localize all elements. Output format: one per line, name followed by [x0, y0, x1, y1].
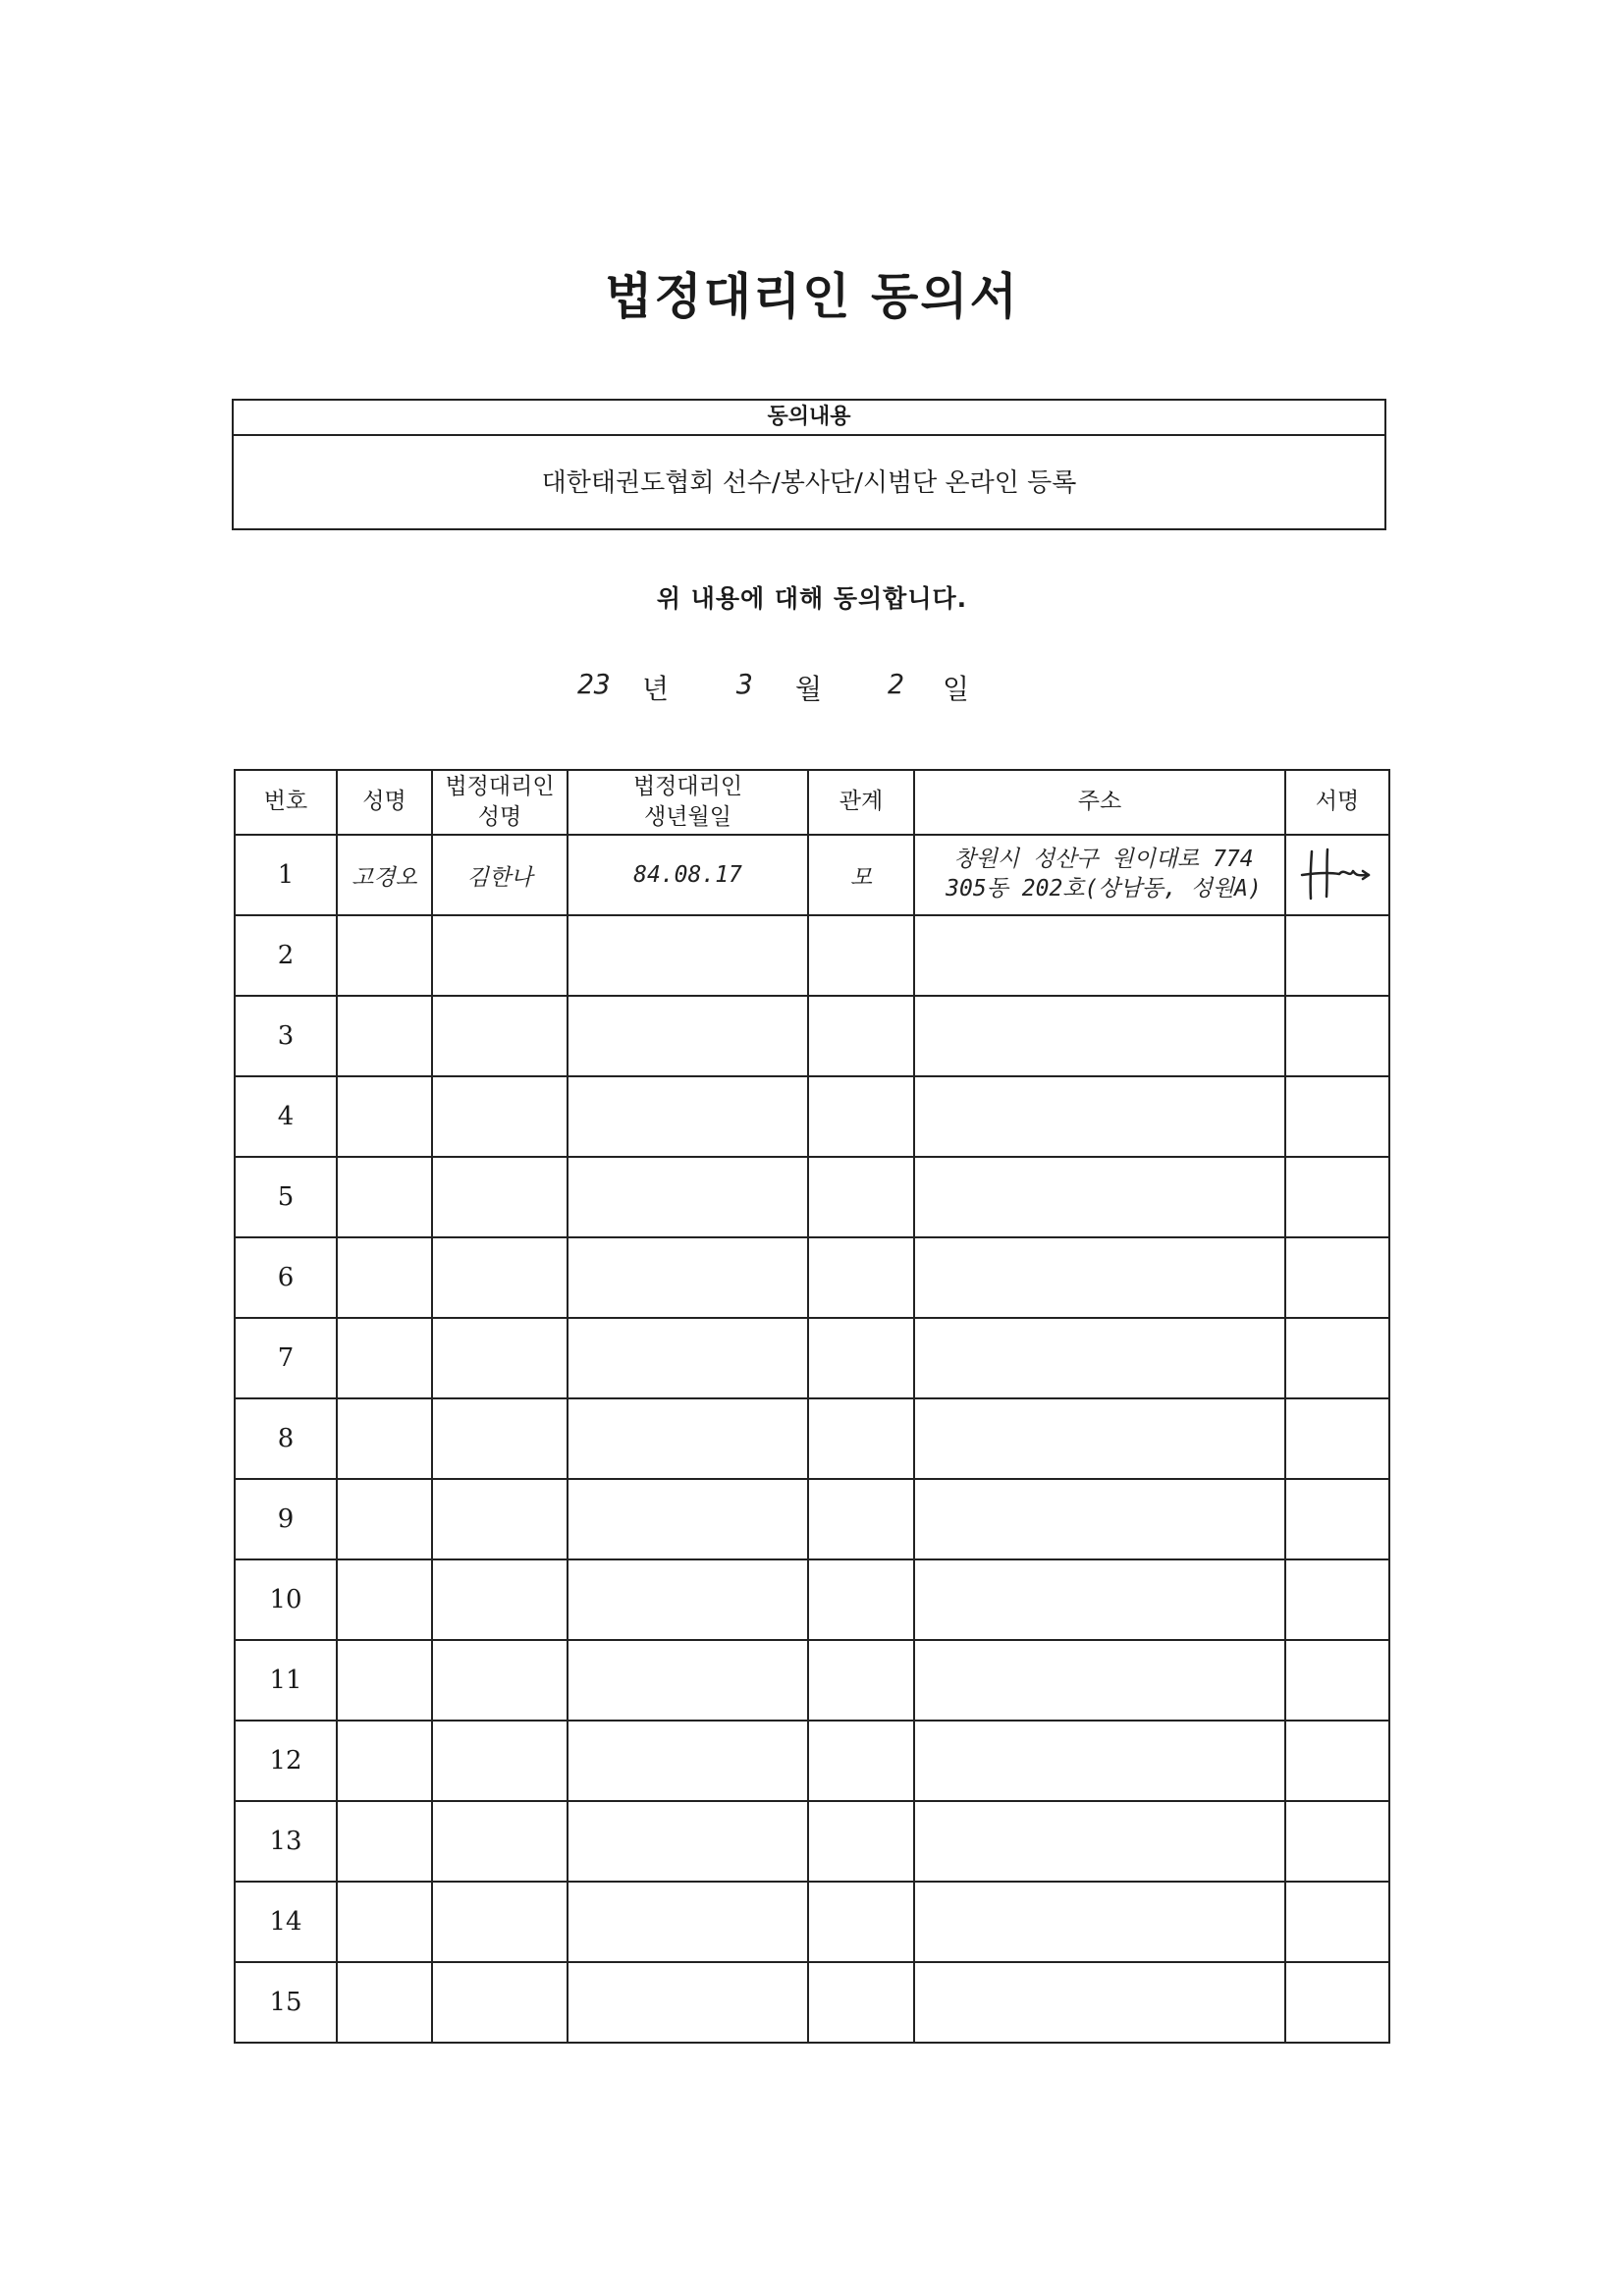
row-guardian-name [432, 1721, 568, 1801]
table-row [235, 1479, 1389, 1559]
row-number: 9 [235, 1479, 337, 1559]
row-address [914, 1721, 1285, 1801]
row-relation [808, 996, 914, 1076]
row-name [337, 1559, 432, 1640]
table-header-row [235, 770, 1389, 835]
header-number: 번호 [235, 770, 337, 835]
row-name [337, 1237, 432, 1318]
row-signature [1285, 1801, 1389, 1882]
row-guardian-name [432, 1801, 568, 1882]
date-day-value: 2 [888, 668, 904, 700]
row-relation [808, 1479, 914, 1559]
row-address [914, 1559, 1285, 1640]
row-number: 13 [235, 1801, 337, 1882]
row-relation [808, 1076, 914, 1157]
row-guardian-birth [568, 1559, 808, 1640]
table-row [235, 1157, 1389, 1237]
row-signature [1285, 996, 1389, 1076]
date-day-label: 일 [943, 673, 970, 705]
row-guardian-name [432, 1076, 568, 1157]
consent-header: 동의내용 [234, 401, 1384, 436]
row-signature [1285, 915, 1389, 996]
date-year-label: 년 [642, 673, 670, 705]
row-signature [1285, 1640, 1389, 1721]
row-guardian-name [432, 1479, 568, 1559]
row-address [914, 915, 1285, 996]
row-guardian-name [432, 915, 568, 996]
row-signature [1285, 1559, 1389, 1640]
row-relation [808, 1398, 914, 1479]
row-guardian-name [432, 1398, 568, 1479]
agreement-statement: 위 내용에 대해 동의합니다. [656, 584, 968, 613]
guardian-roster-table [234, 769, 1390, 2044]
row-guardian-name [432, 1237, 568, 1318]
row-guardian-name [432, 996, 568, 1076]
row-number: 4 [235, 1076, 337, 1157]
date-month-label: 월 [795, 673, 823, 705]
row-guardian-birth [568, 915, 808, 996]
row-guardian-name [432, 1157, 568, 1237]
row-address [914, 996, 1285, 1076]
row-guardian-name [432, 1318, 568, 1398]
header-guardian-name-line2: 성명 [477, 804, 522, 830]
document-title: 법정대리인 동의서 [605, 268, 1019, 325]
row-signature [1285, 1318, 1389, 1398]
row-number: 6 [235, 1237, 337, 1318]
row-relation: 모 [808, 835, 914, 915]
row-guardian-birth [568, 996, 808, 1076]
row-guardian-birth [568, 1801, 808, 1882]
row-number: 11 [235, 1640, 337, 1721]
row-number: 1 [235, 835, 337, 915]
header-guardian-birth-line1: 법정대리인 [632, 773, 743, 799]
row-name [337, 996, 432, 1076]
row-signature [1285, 1076, 1389, 1157]
table-row [235, 1721, 1389, 1801]
row-name [337, 1962, 432, 2043]
row-signature [1285, 835, 1389, 915]
table-row [235, 1318, 1389, 1398]
table-row [235, 1559, 1389, 1640]
row-guardian-birth: 84.08.17 [568, 835, 808, 915]
table-row [235, 1398, 1389, 1479]
row-number: 15 [235, 1962, 337, 2043]
row-guardian-birth [568, 1157, 808, 1237]
row-address-line1: 창원시 성산구 원이대로 774 [953, 847, 1254, 873]
header-name: 성명 [337, 770, 432, 835]
row-guardian-birth [568, 1882, 808, 1962]
row-guardian-birth [568, 1398, 808, 1479]
row-address [914, 835, 1285, 915]
date-year-value: 23 [577, 668, 611, 700]
consent-box [232, 399, 1386, 530]
row-number: 12 [235, 1721, 337, 1801]
row-name [337, 1157, 432, 1237]
row-relation [808, 1318, 914, 1398]
row-name [337, 1721, 432, 1801]
header-signature: 서명 [1285, 770, 1389, 835]
table-row [235, 1237, 1389, 1318]
header-guardian-birth [568, 770, 808, 835]
row-signature [1285, 1479, 1389, 1559]
row-guardian-name [432, 1559, 568, 1640]
row-signature [1285, 1962, 1389, 2043]
row-relation [808, 1882, 914, 1962]
row-address [914, 1962, 1285, 2043]
table-row [235, 1801, 1389, 1882]
row-number: 7 [235, 1318, 337, 1398]
row-relation [808, 1721, 914, 1801]
table-row [235, 835, 1389, 915]
row-address [914, 1882, 1285, 1962]
row-guardian-birth [568, 1076, 808, 1157]
row-signature [1285, 1157, 1389, 1237]
handwritten-signature-icon [1298, 846, 1377, 904]
row-guardian-birth [568, 1318, 808, 1398]
row-name [337, 1479, 432, 1559]
row-name [337, 915, 432, 996]
table-row [235, 1882, 1389, 1962]
header-guardian-name [432, 770, 568, 835]
row-number: 3 [235, 996, 337, 1076]
row-relation [808, 1640, 914, 1721]
row-number: 2 [235, 915, 337, 996]
date-month-value: 3 [736, 668, 753, 700]
row-signature [1285, 1721, 1389, 1801]
row-address [914, 1398, 1285, 1479]
row-name [337, 1882, 432, 1962]
table-row [235, 996, 1389, 1076]
row-guardian-birth [568, 1721, 808, 1801]
row-address-line2: 305동 202호(상남동, 성원A) [946, 876, 1262, 902]
header-guardian-birth-line2: 생년월일 [644, 804, 731, 830]
row-address [914, 1479, 1285, 1559]
row-address [914, 1237, 1285, 1318]
row-relation [808, 1801, 914, 1882]
row-name [337, 1640, 432, 1721]
row-name: 고경오 [337, 835, 432, 915]
table-row [235, 915, 1389, 996]
row-relation [808, 1559, 914, 1640]
consent-body: 대한태권도협회 선수/봉사단/시범단 온라인 등록 [541, 468, 1077, 498]
row-name [337, 1398, 432, 1479]
row-relation [808, 1237, 914, 1318]
row-signature [1285, 1882, 1389, 1962]
row-guardian-birth [568, 1479, 808, 1559]
row-address [914, 1640, 1285, 1721]
row-number: 10 [235, 1559, 337, 1640]
row-guardian-name [432, 1962, 568, 2043]
row-guardian-name [432, 1640, 568, 1721]
row-name [337, 1076, 432, 1157]
row-guardian-birth [568, 1237, 808, 1318]
header-relation: 관계 [808, 770, 914, 835]
row-guardian-birth [568, 1640, 808, 1721]
row-address [914, 1318, 1285, 1398]
header-guardian-name-line1: 법정대리인 [445, 773, 555, 799]
row-number: 14 [235, 1882, 337, 1962]
row-number: 8 [235, 1398, 337, 1479]
row-name [337, 1801, 432, 1882]
row-signature [1285, 1398, 1389, 1479]
row-guardian-birth [568, 1962, 808, 2043]
row-address [914, 1157, 1285, 1237]
row-address [914, 1801, 1285, 1882]
row-relation [808, 915, 914, 996]
row-name [337, 1318, 432, 1398]
row-relation [808, 1157, 914, 1237]
row-address [914, 1076, 1285, 1157]
table-row [235, 1640, 1389, 1721]
header-address: 주소 [914, 770, 1285, 835]
row-relation [808, 1962, 914, 2043]
row-signature [1285, 1237, 1389, 1318]
row-number: 5 [235, 1157, 337, 1237]
row-guardian-name [432, 1882, 568, 1962]
table-row [235, 1076, 1389, 1157]
table-row [235, 1962, 1389, 2043]
row-guardian-name: 김한나 [432, 835, 568, 915]
